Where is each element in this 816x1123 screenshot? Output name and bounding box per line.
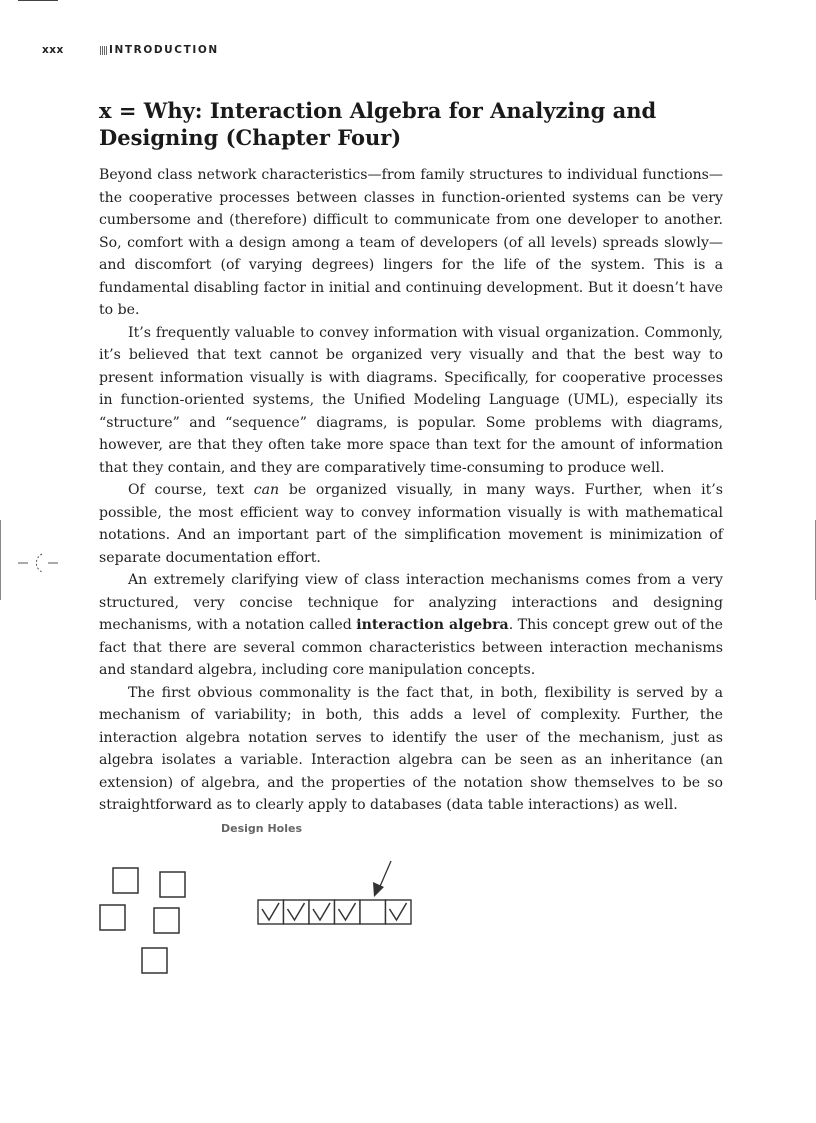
checked-cell: [258, 900, 284, 924]
paragraph-3-end: be organized visually, in many ways. Further, when it’s possible, the most efficient way to convey information visually is with mathematical notations. And an important part of the simplification movement is minimization of separate documentation effort.: [99, 482, 723, 566]
paragraph-5: The first obvious commonality is the fact that, in both, flexibility is served by a mechanism of variability; in both, this adds a level of complexity. Further, the interaction algebra notation serves to identify the user of the mechanism, just as algebra isolates a variable. Interaction algebra can be seen as an inheritance (an extension) of algebra, and the properties of the notation show themselves to be so straightforward as to clearly apply to databases (data table interactions) as well.: [99, 684, 723, 813]
empty-cell: [360, 900, 386, 924]
registration-mark-icon: [18, 550, 62, 580]
hole-arrow-icon: [373, 861, 391, 897]
check-mark-icon: [313, 903, 330, 920]
page-number: xxx: [42, 44, 64, 56]
paragraph-2: It’s frequently valuable to convey information with visual organization. Commonly, it’s believed that text cannot be organized very visually and that the best way to present information visually is with diagrams. Specifically, for cooperative processes in function-oriented systems, the Unified Modeling Language (UML), especially its “structure” and “sequence” diagrams, is popular. Some problems with diagrams, however, are that they often take more space than text for the amount of information that they contain, and they are comparatively time-consuming to produce well.: [99, 324, 723, 476]
body-text: [99, 164, 723, 817]
checked-cell: [335, 900, 361, 924]
checked-cell: [309, 900, 335, 924]
scattered-box: [142, 948, 167, 973]
scattered-box: [100, 905, 125, 930]
checked-cell: [284, 900, 310, 924]
checked-cell: [386, 900, 412, 924]
section-heading: x = Why: Interaction Algebra for Analyzing and Designing (Chapter Four): [99, 98, 657, 150]
paragraph-1: Beyond class network characteristics—from family structures to individual functions—the cooperative processes between classes in function-oriented systems can be very cumbersome and (therefore) difficult to communicate from one developer to another. So, comfort with a design among a team of developers (of all levels) spreads slowly—and discomfort (of varying degrees) lingers for the life of the system. This is a fundamental disabling factor in initial and continuing development. But it doesn’t have to be.: [99, 167, 723, 318]
check-mark-icon: [288, 903, 305, 920]
check-mark-icon: [262, 903, 279, 920]
binding-mark-left: [0, 520, 1, 600]
scattered-box: [154, 908, 179, 933]
crop-mark: [18, 0, 58, 1]
scattered-box: [160, 872, 185, 897]
paragraph-4-start: An extremely clarifying view of class interaction mechanisms comes from a very structured, very concise technique for analyzing interactions and designing mechanisms, with a notation called: [99, 572, 723, 633]
paragraph-4-end: . This concept grew out of the fact that there are several common characteristics between interaction mechanisms and standard algebra, including core manipulation concepts.: [99, 617, 724, 678]
section-marker-icon: [100, 46, 107, 55]
scattered-boxes: [100, 868, 185, 973]
paragraph-3-emphasis: can: [253, 482, 280, 498]
paragraph-3: [99, 479, 723, 569]
paragraph-4: [99, 569, 723, 682]
check-mark-icon: [339, 903, 356, 920]
check-mark-icon: [390, 903, 407, 920]
checkbox-row: [258, 900, 411, 924]
scattered-box: [113, 868, 138, 893]
figure-title: Design Holes: [221, 822, 302, 835]
running-head: [42, 44, 219, 56]
paragraph-4-term: interaction algebra: [356, 617, 509, 633]
section-title: INTRODUCTION: [109, 44, 219, 56]
paragraph-3-start: Of course, text: [128, 482, 254, 498]
